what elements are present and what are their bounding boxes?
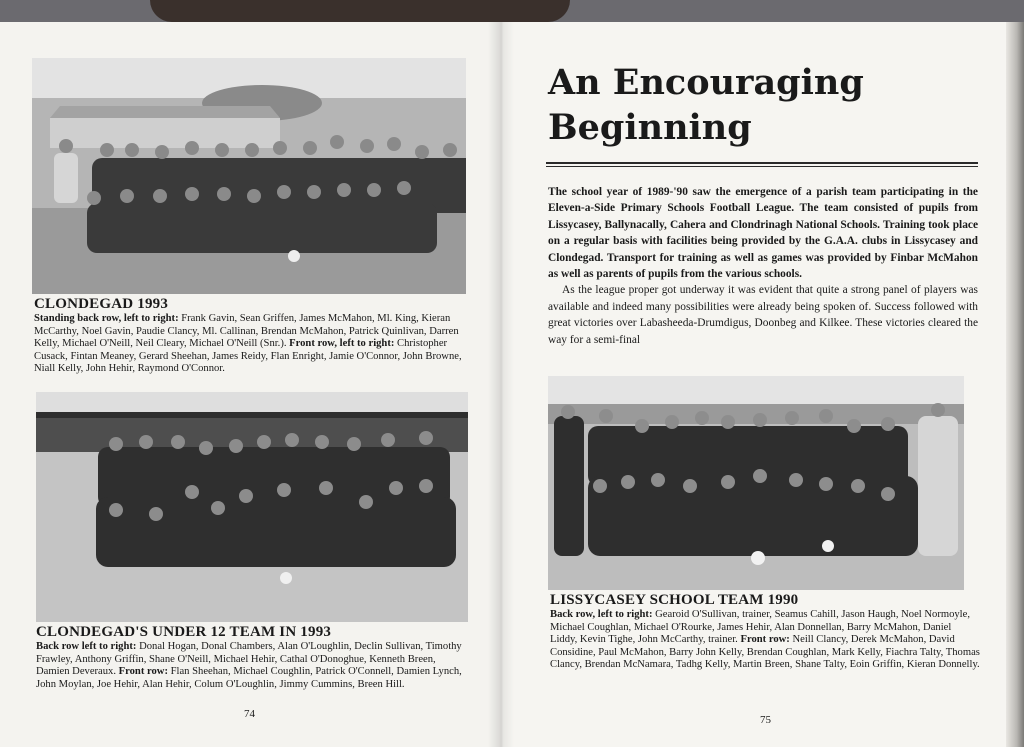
reader-finger-shadow — [150, 0, 570, 22]
caption-title-clondegad-1993: CLONDEGAD 1993 — [34, 296, 169, 312]
team-photo-clondegad-1993-icon — [32, 58, 466, 294]
caption-u12-back-row-names: Donal Hogan, Donal Chambers, Alan O'Loughlin, Declin Sullivan, Timothy Frawley, Anthony Griffin, Shane O'Neill, Michael Hehir, Cathal O'Donoghue, Kenneth Breen, Damien Deveraux. — [36, 641, 462, 678]
caption-lissycasey-back-row-names: Gearoid O'Sullivan, trainer, Seamus Cahill, Jason Haugh, Noel Normoyle, Michael Coughlan, Michael O'Rourke, James Hehir, Alan Donnellan, Barry McMahon, Daniel Liddy, Kevin Tighe, John McCarthy, trainer. — [550, 609, 970, 646]
caption-back-row-names: Frank Gavin, Sean Griffen, James McMahon, Ml. King, Kieran McCarthy, Noel Gavin, Paudie Clancy, Ml. Callinan, Brendan McMahon, Patrick Quinlivan, Darren Kelly, Michael O'Neill, Neil Cleary, Michael O'Neill (Snr.). — [34, 313, 459, 350]
chapter-title-line2: Beginning — [548, 107, 752, 148]
chapter-body — [548, 184, 978, 348]
caption-body-clondegad-u12 — [36, 641, 468, 691]
caption-u12-back-row-label: Back row left to right: — [36, 641, 137, 652]
book-page-edge — [1006, 22, 1024, 747]
title-rule — [546, 162, 978, 164]
caption-title-lissycasey-1990: LISSYCASEY SCHOOL TEAM 1990 — [550, 592, 799, 608]
team-photo-clondegad-u12-1993 — [36, 392, 468, 622]
team-photo-lissycasey-icon — [548, 376, 964, 590]
caption-front-row-label: Front row, left to right: — [289, 338, 395, 350]
chapter-title-line1: An Encouraging — [548, 62, 864, 103]
caption-lissycasey-front-row-names: Neill Clancy, Derek McMahon, David Considine, Paul McMahon, Barry John Kelly, Brendan Coughlan, Mark Kelly, Fiachra Talty, Thomas Clancy, Brendan McNamara, Tadhg Kelly, Martin Breen, Shane Talty, Eoin Griffin, Kieran Donnelly. — [550, 634, 980, 671]
caption-back-row-label: Standing back row, left to right: — [34, 313, 179, 324]
chapter-title — [548, 60, 988, 150]
page-number-left: 74 — [244, 708, 255, 720]
page-number-right: 75 — [760, 714, 771, 726]
caption-front-row-names: Christopher Cusack, Fintan Meaney, Gerard Sheehan, James Reidy, Flan Enright, Jamie O'Connor, John Browne, Niall Kelly, John Hehir, Raymond O'Connor. — [34, 338, 462, 375]
caption-u12-front-row-names: Flan Sheehan, Michael Coughlin, Patrick O'Connell, Damien Lynch, John Moylan, Joe Hehir, Alan Hehir, Colum O'Loughlin, Jimmy Cummins, Breen Hill. — [36, 666, 462, 690]
caption-lissycasey-front-row-label: Front row: — [740, 634, 790, 646]
team-photo-clondegad-u12-icon — [36, 392, 468, 622]
caption-title-clondegad-u12: CLONDEGAD'S UNDER 12 TEAM IN 1993 — [36, 624, 332, 640]
caption-lissycasey-back-row-label: Back row, left to right: — [550, 609, 653, 620]
chapter-paragraph-1: The school year of 1989-'90 saw the emergence of a parish team participating in the Eleven-a-Side Primary Schools Football League. The team consisted of pupils from Lissycasey, Ballynacally, Cahera and Clondrinagh National Schools. Training took place on a regular basis with facilities being provided by the G.A.A. clubs in Lissycasey and Clondegad. Transport for training as well as games was provided by Finbar McMahon as well as parents of pupils from the various schools. — [548, 186, 978, 281]
chapter-paragraph-2: As the league proper got underway it was evident that quite a strong panel of players was available and indeed many possibilities were already being spoken of. Success followed with great victories over Labasheeda-Drumdigus, Doonbeg and Kilkee. These victories cleared the way for a semi-final — [548, 284, 978, 346]
caption-body-clondegad-1993 — [34, 313, 466, 376]
team-photo-clondegad-1993 — [32, 58, 466, 294]
caption-u12-front-row-label: Front row: — [118, 666, 168, 678]
caption-body-lissycasey-1990 — [550, 609, 980, 672]
team-photo-lissycasey-1990 — [548, 376, 964, 590]
title-rule-thin — [546, 166, 978, 167]
